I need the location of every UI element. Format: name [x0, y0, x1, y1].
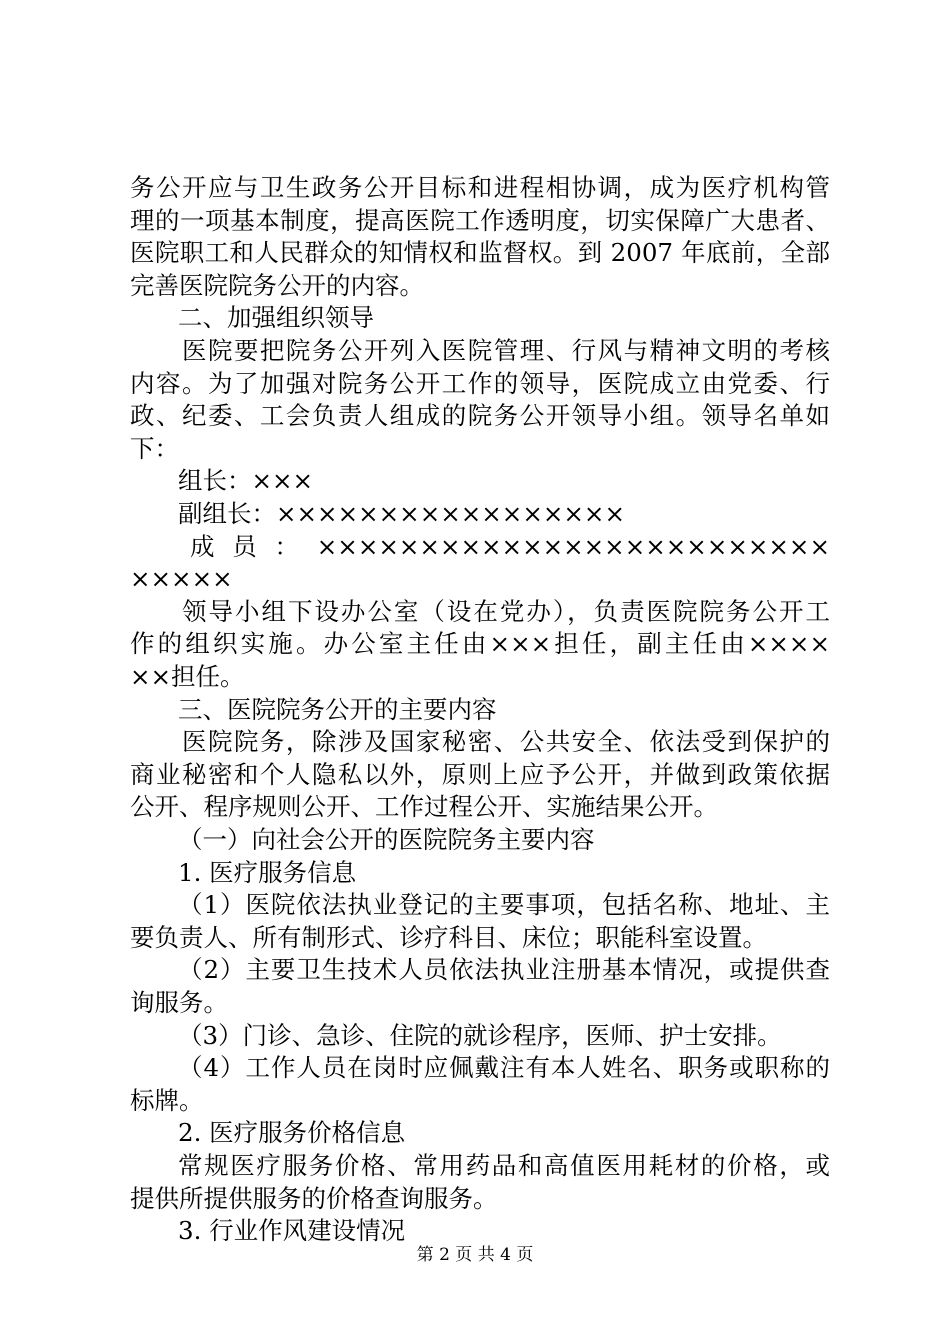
text-line: 要负责人、所有制形式、诊疗科目、床位；职能科室设置。 — [130, 922, 767, 952]
text-line: 政、纪委、工会负责人组成的院务公开领导小组。领导名单如 — [130, 401, 830, 431]
text-line: 商业秘密和个人隐私以外，原则上应予公开，并做到政策依据 — [130, 759, 830, 789]
text-line: 下： — [130, 433, 179, 463]
text-line: （3）门诊、急诊、住院的就诊程序，医师、护士安排。 — [178, 1020, 782, 1050]
text-line: （2）主要卫生技术人员依法执业注册基本情况，或提供查 — [178, 955, 830, 985]
text-line: ××××× — [130, 564, 233, 594]
text-line: 理的一项基本制度，提高医院工作透明度，切实保障广大患者、 — [130, 205, 830, 235]
text-line: 二、加强组织领导 — [178, 303, 374, 333]
text-line: 三、医院院务公开的主要内容 — [178, 694, 497, 724]
text-line: 医院院务，除涉及国家秘密、公共安全、依法受到保护的 — [182, 727, 830, 757]
text-line: 完善医院院务公开的内容。 — [130, 270, 424, 300]
text-line: 1. 医疗服务信息 — [178, 857, 357, 887]
text-line: （一）向社会公开的医院院务主要内容 — [178, 825, 595, 854]
text-line: （1）医院依法执业登记的主要事项，包括名称、地址、主 — [178, 890, 830, 920]
text-line: （4）工作人员在岗时应佩戴注有本人姓名、职务或职称的 — [178, 1053, 830, 1083]
text-line: 成员：××××××××××××××××××××××××× — [190, 531, 830, 561]
text-line: 副组长：××××××××××××××××× — [178, 499, 625, 528]
text-line: 作的组织实施。办公室主任由×××担任，副主任由×××× — [130, 629, 830, 659]
text-line: 标牌。 — [130, 1085, 204, 1115]
text-line: 3. 行业作风建设情况 — [178, 1216, 406, 1246]
text-line: 医院要把院务公开列入医院管理、行风与精神文明的考核 — [182, 336, 830, 365]
text-line: 医院职工和人民群众的知情权和监督权。到 2007 年底前，全部 — [130, 238, 830, 268]
text-line: 组长：××× — [178, 466, 314, 496]
text-line: 常规医疗服务价格、常用药品和高值医用耗材的价格，或 — [178, 1151, 830, 1180]
text-line: 2. 医疗服务价格信息 — [178, 1118, 406, 1148]
text-line: ××担任。 — [130, 662, 245, 691]
text-line: 内容。为了加强对院务公开工作的领导，医院成立由党委、行 — [130, 368, 830, 398]
text-line: 务公开应与卫生政务公开目标和进程相协调，成为医疗机构管 — [130, 173, 830, 202]
text-line: 公开、程序规则公开、工作过程公开、实施结果公开。 — [130, 792, 718, 822]
page-number-footer: 第 2 页 共 4 页 — [416, 1245, 534, 1265]
text-line: 询服务。 — [130, 988, 228, 1017]
text-line: 提供所提供服务的价格查询服务。 — [130, 1183, 498, 1213]
text-line: 领导小组下设办公室（设在党办），负责医院院务公开工 — [182, 596, 830, 626]
